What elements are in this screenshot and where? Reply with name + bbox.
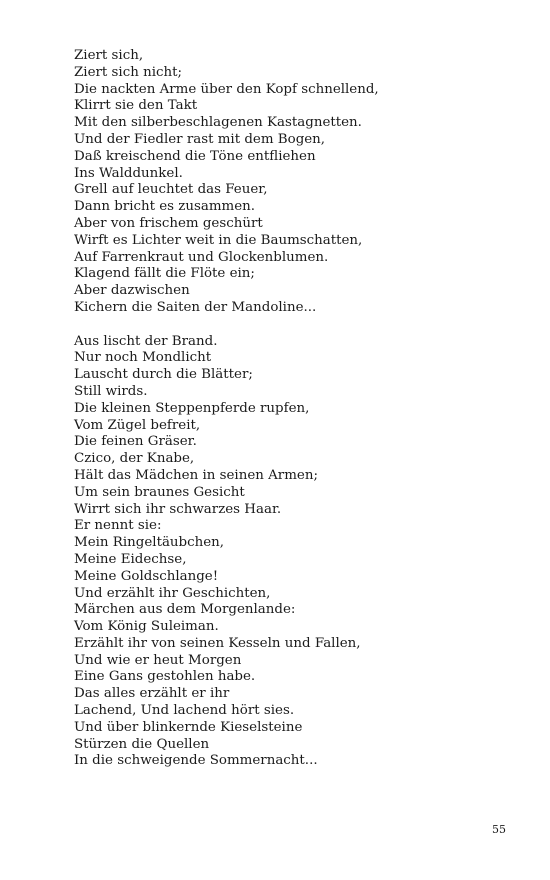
poem-line: Hält das Mädchen in seinen Armen; bbox=[74, 467, 318, 483]
poem-line: Mit den silberbeschlagenen Kastagnetten. bbox=[74, 115, 362, 131]
stanza bbox=[74, 48, 504, 317]
poem-line: Und erzählt ihr Geschichten, bbox=[74, 585, 271, 601]
poem-line: Stürzen die Quellen bbox=[74, 736, 210, 752]
poem-line: Klagend fällt die Flöte ein; bbox=[74, 266, 255, 282]
poem-line: Erzählt ihr von seinen Kesseln und Fallen, bbox=[74, 635, 361, 651]
poem-line: Wirft es Lichter weit in die Baumschatten, bbox=[74, 232, 363, 248]
poem-line: Meine Eidechse, bbox=[74, 551, 187, 567]
poem-line: Vom Zügel befreit, bbox=[74, 417, 201, 433]
poem-line: Eine Gans gestohlen habe. bbox=[74, 669, 256, 685]
poem-line: Ins Walddunkel. bbox=[74, 165, 183, 181]
poem-line: Märchen aus dem Morgenlande: bbox=[74, 602, 296, 618]
poem-line: Aber von frischem geschürt bbox=[74, 215, 263, 231]
poem-line: Daß kreischend die Töne entfliehen bbox=[74, 148, 316, 164]
poem-line: Die nackten Arme über den Kopf schnellend, bbox=[74, 81, 379, 97]
poem-line: Klirrt sie den Takt bbox=[74, 98, 198, 114]
poem-line: Das alles erzählt er ihr bbox=[74, 686, 230, 702]
poem-line: Die feinen Gräser. bbox=[74, 434, 197, 450]
poem-line: Aus lischt der Brand. bbox=[74, 333, 218, 349]
poem-line: Auf Farrenkraut und Glockenblumen. bbox=[74, 249, 329, 265]
poem-line: Ziert sich, bbox=[74, 48, 144, 63]
poem-line: Czico, der Knabe, bbox=[74, 451, 195, 467]
poem-line: Lauscht durch die Blätter; bbox=[74, 367, 253, 383]
poem-line: Aber dazwischen bbox=[74, 283, 190, 299]
poem-line: Ziert sich nicht; bbox=[74, 64, 183, 80]
poem-line: Wirrt sich ihr schwarzes Haar. bbox=[74, 501, 282, 517]
poem-line: Er nennt sie: bbox=[74, 518, 162, 534]
poem-line: Um sein braunes Gesicht bbox=[74, 484, 245, 500]
poem-line: Und wie er heut Morgen bbox=[74, 652, 242, 668]
poem-line: Und über blinkernde Kieselsteine bbox=[74, 719, 303, 735]
poem-line: Lachend, Und lachend hört sies. bbox=[74, 703, 295, 719]
poem-line: In die schweigende Sommernacht... bbox=[74, 753, 318, 769]
poem-line: Mein Ringeltäubchen, bbox=[74, 535, 225, 551]
page-number: 55 bbox=[492, 823, 506, 836]
poem-line: Nur noch Mondlicht bbox=[74, 350, 212, 366]
poem-line: Vom König Suleiman. bbox=[74, 619, 219, 635]
stanza bbox=[74, 334, 504, 771]
poem-line: Kichern die Saiten der Mandoline... bbox=[74, 299, 317, 315]
poem-text bbox=[74, 48, 504, 770]
poem-line: Die kleinen Steppenpferde rupfen, bbox=[74, 400, 310, 416]
poem-line: Dann bricht es zusammen. bbox=[74, 199, 256, 215]
poem-line: Grell auf leuchtet das Feuer, bbox=[74, 182, 268, 198]
poem-line: Und der Fiedler rast mit dem Bogen, bbox=[74, 131, 326, 147]
poem-line: Meine Goldschlange! bbox=[74, 568, 219, 584]
poem-line: Still wirds. bbox=[74, 383, 148, 399]
